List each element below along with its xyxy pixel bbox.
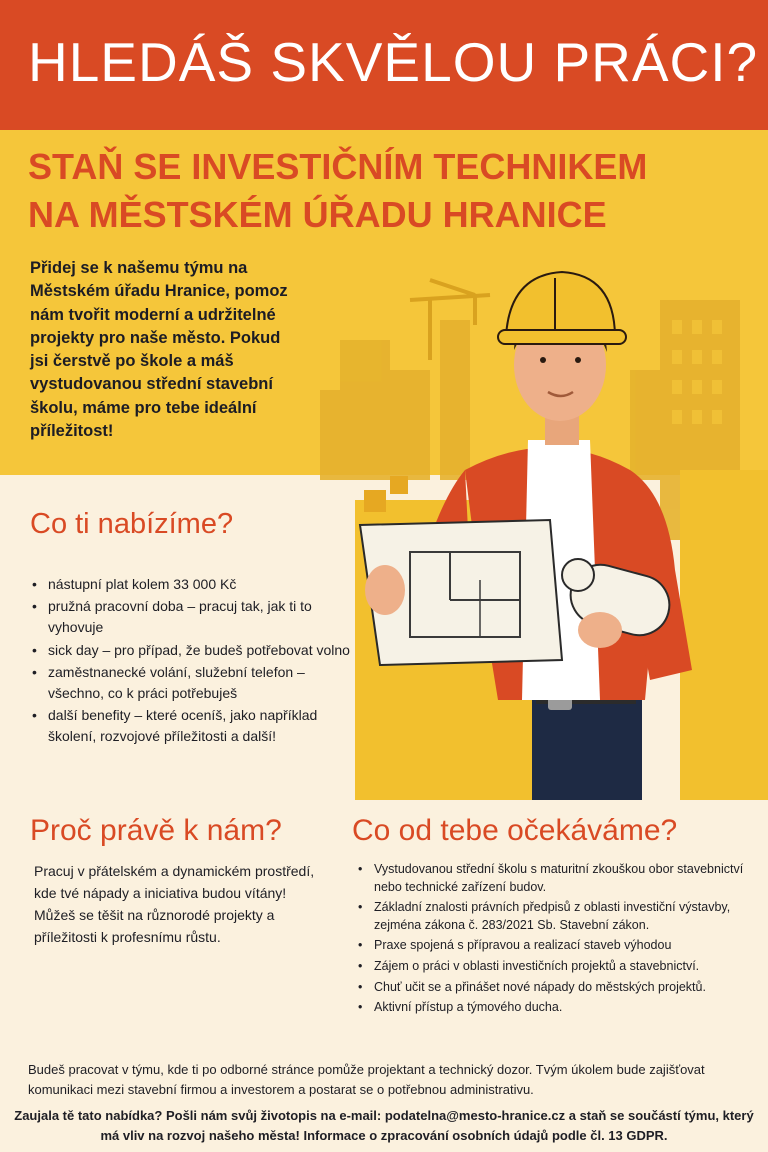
- expect-item: • Praxe spojená s přípravou a realizací staveb výhodou: [356, 937, 756, 955]
- job-subtitle: [28, 143, 647, 239]
- team-description: Budeš pracovat v týmu, kde ti po odborné stránce pomůže projektant a technický dozor. Tvým úkolem bude zajišťovat komunikaci mezi stavební firmou a investorem a postarat se o potřebnou administrativu.: [28, 1062, 705, 1097]
- offer-item: • nástupní plat kolem 33 000 Kč: [30, 574, 360, 595]
- expect-item: • Základní znalosti právních předpisů z oblasti investiční výstavby, zejména zákona č. 283/2021 Sb. Stavební zákon.: [356, 899, 756, 934]
- intro-text: Přidej se k našemu týmu na Městském úřadu Hranice, pomoz nám tvořit moderní a udržitelné projekty pro naše město. Pokud jsi čerstvě po škole a máš vystudovanou střední stavební školu, máme pro tebe ideální příležitost!: [30, 259, 288, 441]
- contact-footer: Zaujala tě tato nabídka? Pošli nám svůj životopis na e-mail: podatelna@mesto-hranice.cz a staň se součástí týmu, který má vliv na rozvoj našeho města! Informace o zpracování osobních údajů podle čl. 13 GDPR.: [14, 1108, 754, 1143]
- offer-item: • pružná pracovní doba – pracuj tak, jak ti to vyhovuje: [30, 596, 360, 638]
- engineer-illustration: [300, 240, 768, 800]
- why-heading: Proč právě k nám?: [30, 814, 282, 847]
- expect-item: • Zájem o práci v oblasti investičních projektů a stavebnictví.: [356, 958, 756, 976]
- expect-item: • Chuť učit se a přinášet nové nápady do městských projektů.: [356, 979, 756, 997]
- page-title: HLEDÁŠ SKVĚLOU PRÁCI?: [28, 31, 759, 93]
- expect-item: • Vystudovanou střední školu s maturitní zkouškou obor stavebnictví nebo technické zařízení budov.: [356, 861, 756, 896]
- job-subtitle-line-1: STAŇ SE INVESTIČNÍM TECHNIKEM: [28, 146, 648, 187]
- offer-item: • sick day – pro případ, že budeš potřebovat volno: [30, 640, 360, 661]
- header-banner: [0, 0, 768, 130]
- expect-heading: Co od tebe očekáváme?: [352, 814, 678, 847]
- offer-item: • zaměstnanecké volání, služební telefon – všechno, co k práci potřebuješ: [30, 662, 360, 704]
- expect-item: • Aktivní přístup a týmového ducha.: [356, 999, 756, 1017]
- expect-list: [356, 861, 756, 1020]
- offer-list: [30, 574, 360, 749]
- offer-heading: Co ti nabízíme?: [30, 508, 234, 540]
- why-text: Pracuj v přátelském a dynamickém prostředí, kde tvé nápady a iniciativa budou vítány! Můžeš se těšit na různorodé projekty a příležitosti k profesnímu růstu.: [34, 863, 315, 945]
- offer-item: • další benefity – které oceníš, jako například školení, rozvojové příležitosti a další!: [30, 705, 360, 747]
- job-subtitle-line-2: NA MĚSTSKÉM ÚŘADU HRANICE: [28, 194, 607, 235]
